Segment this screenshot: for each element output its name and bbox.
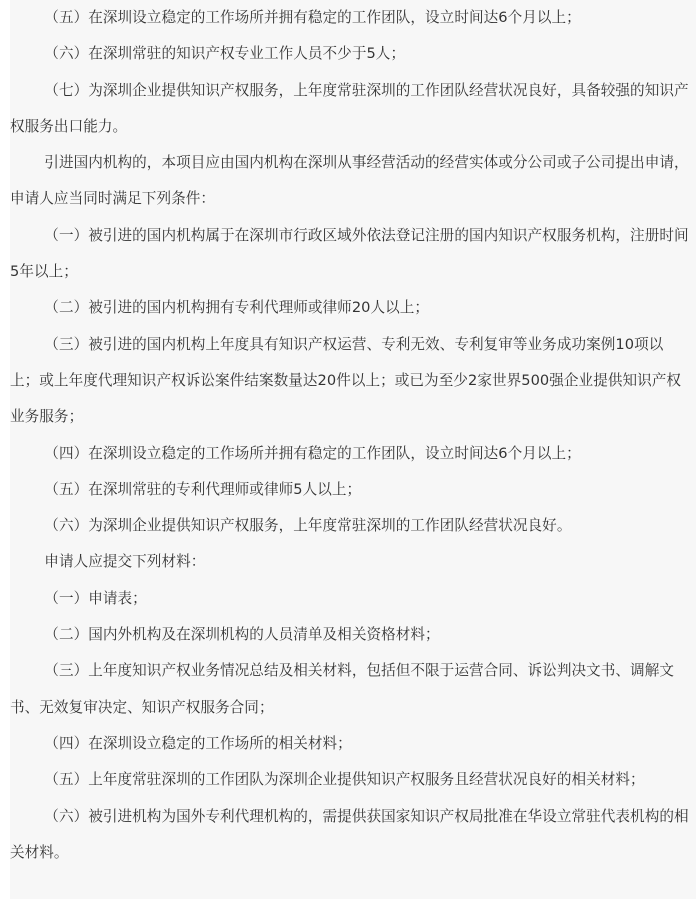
paragraph-16: （五）上年度常驻深圳的工作团队为深圳企业提供知识产权服务且经营状况良好的相关材料； [44, 771, 645, 789]
paragraph-11: 申请人应提交下列材料： [44, 553, 206, 571]
paragraph-6: （二）被引进的国内机构拥有专利代理师或律师20人以上； [44, 299, 430, 317]
paragraph-13: （二）国内外机构及在深圳机构的人员清单及相关资格材料； [44, 626, 440, 644]
paragraph-3: （七）为深圳企业提供知识产权服务，上年度常驻深圳的工作团队经营状况良好，具备较强的知识产权服务出口能力。 [10, 81, 689, 135]
paragraph-14: （三）上年度知识产权业务情况总结及相关材料，包括但不限于运营合同、诉讼判决文书、调解文书、无效复审决定、知识产权服务合同； [10, 662, 674, 716]
paragraph-5: （一）被引进的国内机构属于在深圳市行政区域外依法登记注册的国内知识产权服务机构，注册时间5年以上； [10, 226, 689, 281]
paragraph-7: （三）被引进的国内机构上年度具有知识产权运营、专利无效、专利复审等业务成功案例10项以上；或上年度代理知识产权诉讼案件结案数量达20件以上；或已为至少2家世界500强企业提供知识产权业务服务； [10, 335, 682, 426]
document-page [10, 0, 696, 899]
paragraph-8: （四）在深圳设立稳定的工作场所并拥有稳定的工作团队，设立时间达6个月以上； [44, 444, 581, 462]
paragraph-12: （一）申请表； [44, 589, 147, 607]
paragraph-1: （五）在深圳设立稳定的工作场所并拥有稳定的工作团队，设立时间达6个月以上； [44, 9, 581, 26]
paragraph-10: （六）为深圳企业提供知识产权服务，上年度常驻深圳的工作团队经营状况良好。 [44, 517, 572, 535]
paragraph-9: （五）在深圳常驻的专利代理师或律师5人以上； [44, 480, 362, 498]
paragraph-15: （四）在深圳设立稳定的工作场所的相关材料； [44, 734, 352, 752]
paragraph-2: （六）在深圳常驻的知识产权专业工作人员不少于5人； [44, 45, 406, 63]
paragraph-17: （六）被引进机构为国外专利代理机构的，需提供获国家知识产权局批准在华设立常驻代表机构的相关材料。 [10, 807, 689, 861]
paragraph-4: 引进国内机构的，本项目应由国内机构在深圳从事经营活动的经营实体或分公司或子公司提出申请，申请人应当同时满足下列条件： [10, 154, 689, 208]
